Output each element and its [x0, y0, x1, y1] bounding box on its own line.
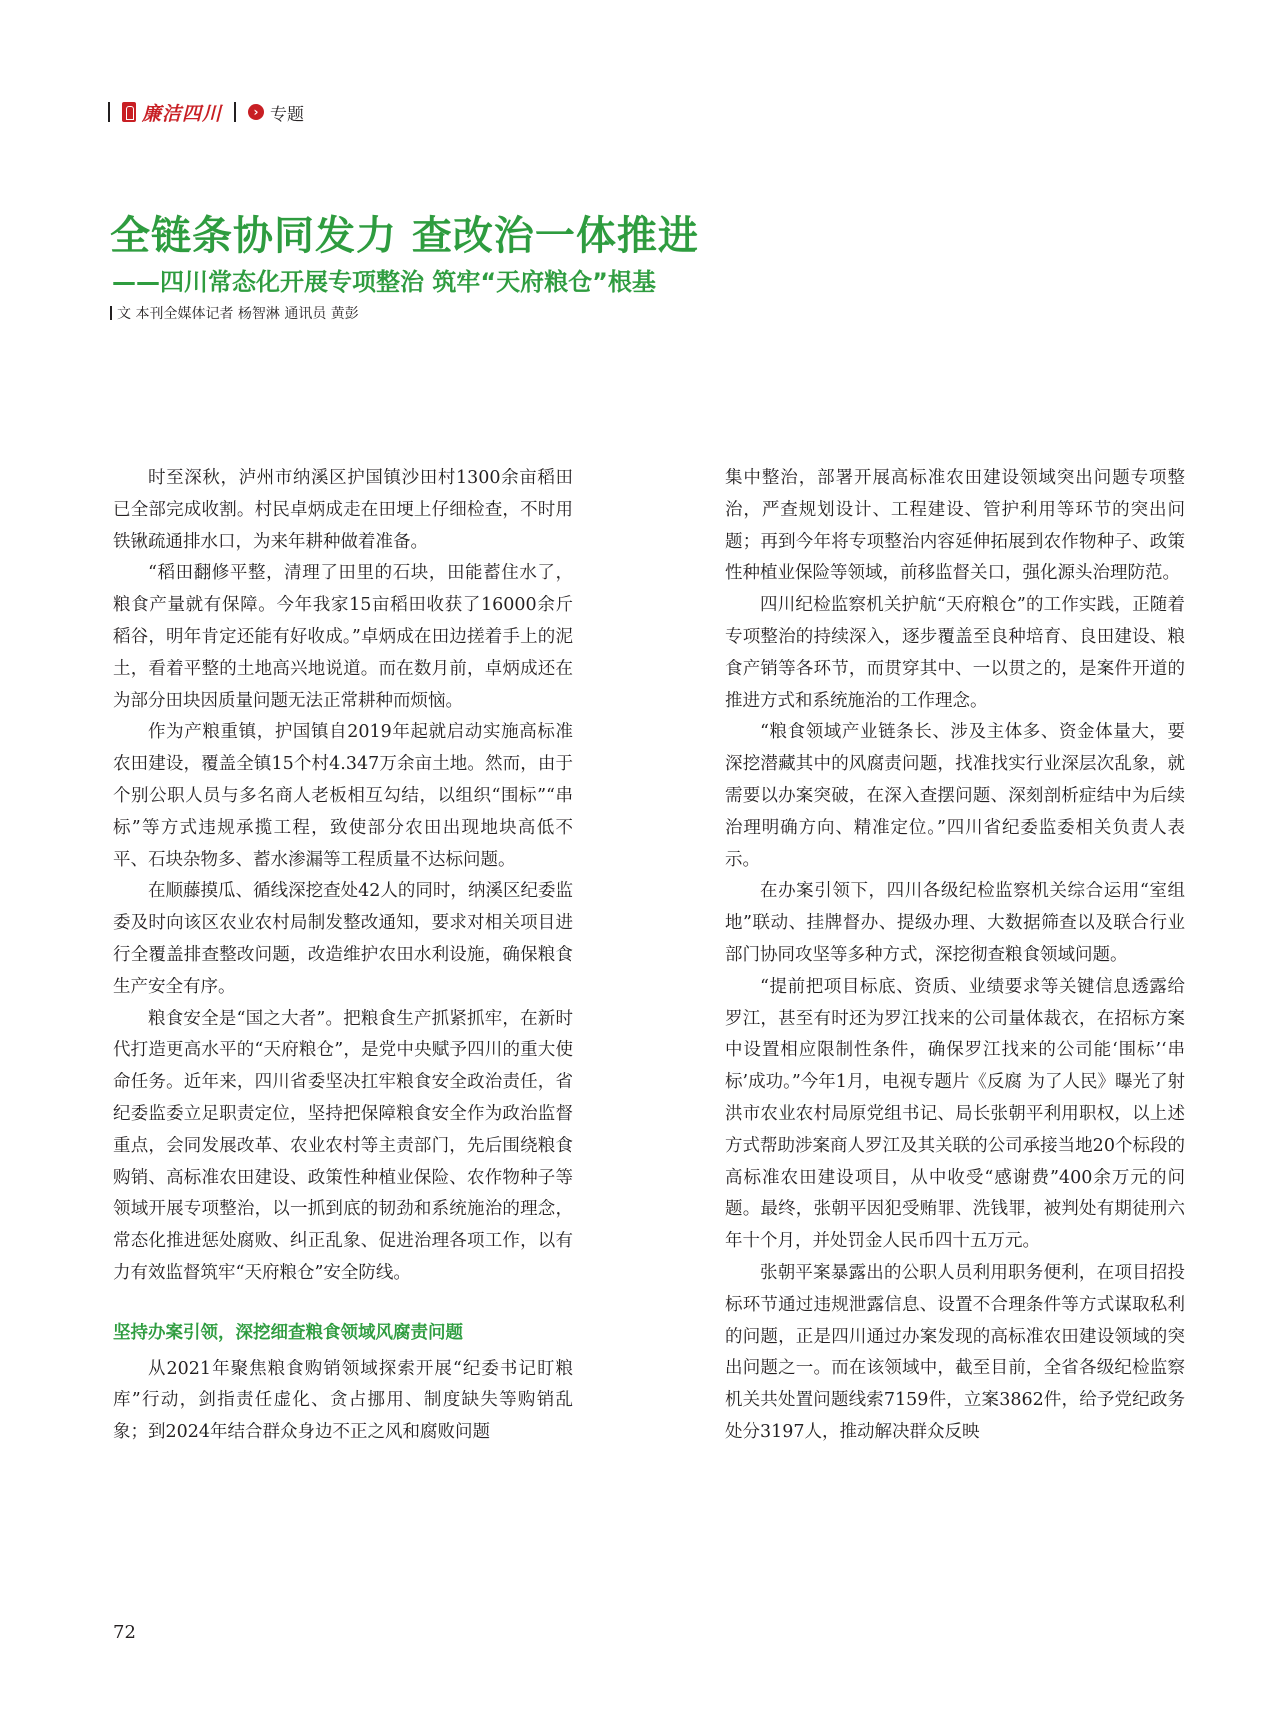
- byline: [110, 303, 359, 323]
- paragraph-continuation: 集中整治，部署开展高标准农田建设领域突出问题专项整治，严查规划设计、工程建设、管护利用等环节的突出问题；再到今年将专项整治内容延伸拓展到农作物种子、政策性种植业保险等领域，前移监督关口，强化源头治理防范。: [725, 468, 1185, 584]
- paragraph: “稻田翻修平整，清理了田里的石块，田能蓄住水了，粮食产量就有保障。今年我家15亩稻田收获了16000余斤稻谷，明年肯定还能有好收成。”卓炳成在田边搓着手上的泥土，看着平整的土地高兴地说道。而在数月前，卓炳成还在为部分田块因质量问题无法正常耕种而烦恼。: [113, 563, 573, 711]
- page-number: 72: [113, 1622, 136, 1643]
- left-column: [113, 463, 573, 1449]
- article-subtitle: ——四川常态化开展专项整治 筑牢“天府粮仓”根基: [112, 268, 656, 296]
- paragraph: 在办案引领下，四川各级纪检监察机关综合运用“室组地”联动、挂牌督办、提级办理、大数据筛查以及联合行业部门协同攻坚等多种方式，深挖彻查粮食领域问题。: [725, 881, 1185, 965]
- byline-text: 文 本刊全媒体记者 杨智淋 通讯员 黄彭: [117, 306, 359, 322]
- section-label: 专题: [270, 104, 305, 125]
- magazine-logo[interactable]: [122, 99, 222, 126]
- logo-icon: [122, 102, 136, 122]
- byline-bar: [110, 306, 112, 320]
- paragraph: 从2021年聚焦粮食购销领域探索开展“纪委书记盯粮库”行动，剑指责任虚化、贪占挪用、制度缺失等购销乱象；到2024年结合群众身边不正之风和腐败问题: [113, 1358, 573, 1443]
- paragraph: 张朝平案暴露出的公职人员利用职务便利，在项目招投标环节通过违规泄露信息、设置不合理条件等方式谋取私利的问题，正是四川通过办案发现的高标准农田建设领域的突出问题之一。而在该领域中，截至目前，全省各级纪检监察机关共处置问题线索7159件，立案3862件，给予党纪政务处分3197人，推动解决群众反映: [725, 1262, 1185, 1442]
- section-heading: 坚持办案引领，深挖细查粮食领域风腐责问题: [113, 1322, 463, 1343]
- chevron-right-icon: ›: [248, 104, 264, 120]
- paragraph: 时至深秋，泸州市纳溪区护国镇沙田村1300余亩稻田已全部完成收割。村民卓炳成走在田埂上仔细检查，不时用铁锹疏通排水口，为来年耕种做着准备。: [113, 468, 573, 552]
- masthead: [108, 100, 304, 124]
- paragraph: “粮食领域产业链条长、涉及主体多、资金体量大，要深挖潜藏其中的风腐责问题，找准找实行业深层次乱象，就需要以办案突破，在深入查摆问题、深刻剖析症结中为后续治理明确方向、精准定位。”四川省纪委监委相关负责人表示。: [725, 722, 1185, 870]
- article-title: 全链条协同发力 查改治一体推进: [110, 213, 699, 259]
- divider: [108, 102, 110, 122]
- paragraph: 四川纪检监察机关护航“天府粮仓”的工作实践，正随着专项整治的持续深入，逐步覆盖至良种培育、良田建设、粮食产销等各环节，而贯穿其中、一以贯之的，是案件开道的推进方式和系统施治的工作理念。: [725, 595, 1185, 711]
- section-tag[interactable]: [248, 100, 304, 125]
- paragraph: “提前把项目标底、资质、业绩要求等关键信息透露给罗江，甚至有时还为罗江找来的公司量体裁衣，在招标方案中设置相应限制性条件，确保罗江找来的公司能‘围标’‘串标’成功。”今年1月，电视专题片《反腐 为了人民》曝光了射洪市农业农村局原党组书记、局长张朝平利用职权，以上述方式帮助涉案商人罗江及其关联的公司承接当地20个标段的高标准农田建设项目，从中收受“感谢费”400余万元的问题。最终，张朝平因犯受贿罪、洗钱罪，被判处有期徒刑六年十个月，并处罚金人民币四十五万元。: [725, 976, 1185, 1252]
- paragraph: 作为产粮重镇，护国镇自2019年起就启动实施高标准农田建设，覆盖全镇15个村4.347万余亩土地。然而，由于个别公职人员与多名商人老板相互勾结，以组织“围标”“串标”等方式违规承揽工程，致使部分农田出现地块高低不平、石块杂物多、蓄水渗漏等工程质量不达标问题。: [113, 722, 573, 870]
- divider: [234, 102, 236, 122]
- magazine-name: 廉洁四川: [142, 102, 223, 125]
- right-column: [725, 463, 1185, 1449]
- paragraph: 在顺藤摸瓜、循线深挖查处42人的同时，纳溪区纪委监委及时向该区农业农村局制发整改通知，要求对相关项目进行全覆盖排查整改问题，改造维护农田水利设施，确保粮食生产安全有序。: [113, 881, 573, 997]
- paragraph: 粮食安全是“国之大者”。把粮食生产抓紧抓牢，在新时代打造更高水平的“天府粮仓”，是党中央赋予四川的重大使命任务。近年来，四川省委坚决扛牢粮食安全政治责任，省纪委监委立足职责定位，坚持把保障粮食安全作为政治监督重点，会同发展改革、农业农村等主责部门，先后围绕粮食购销、高标准农田建设、政策性种植业保险、农作物种子等领域开展专项整治，以一抓到底的韧劲和系统施治的理念，常态化推进惩处腐败、纠正乱象、促进治理各项工作，以有力有效监督筑牢“天府粮仓”安全防线。: [113, 1008, 573, 1283]
